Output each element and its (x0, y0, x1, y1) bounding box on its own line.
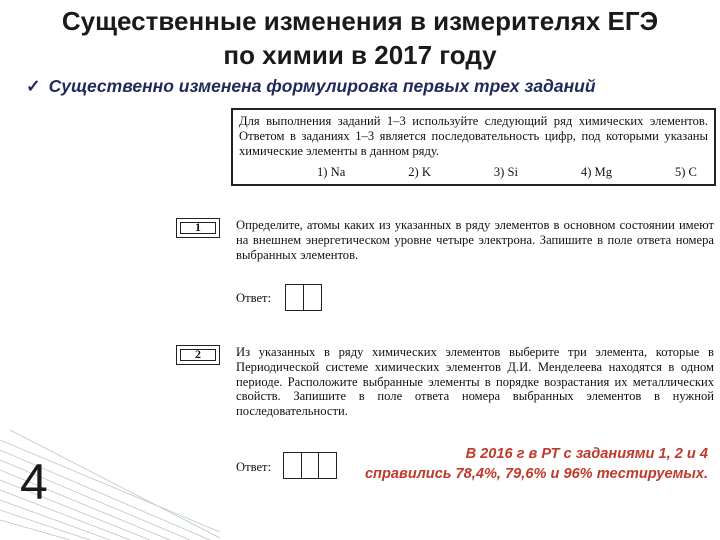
element-item: 3) Si (493, 165, 518, 179)
slide-title (0, 4, 720, 72)
page-number: 4 (20, 454, 48, 510)
intro-box (231, 108, 716, 186)
bullet-text: Существенно изменена формулировка первых трех заданий (48, 76, 596, 96)
element-item: 1) Na (317, 165, 346, 179)
task-number-2: 2 (176, 345, 220, 365)
element-item: 4) Mg (580, 165, 613, 179)
task-1-answer-label: Ответ: (236, 291, 272, 305)
task-number-1: 1 (176, 218, 220, 238)
element-item: 2) K (408, 165, 431, 179)
checkmark-icon: ✓ (26, 76, 41, 96)
intro-text: Для выполнения заданий 1–3 используйте следующий ряд химических элементов. Ответом в заданиях 1–3 является последовательность цифр, под которыми указаны химические элементы в данном ряду. (239, 114, 708, 158)
answer-cell[interactable] (285, 284, 304, 311)
bullet-point (26, 76, 706, 97)
title-line-1: Существенные изменения в измерителях ЕГЭ (61, 6, 659, 36)
element-list (317, 165, 697, 180)
task-2-answer-label: Ответ: (236, 460, 272, 474)
task-1-answer-field[interactable] (285, 284, 320, 311)
element-item: 5) C (674, 165, 697, 179)
task-1-text: Определите, атомы каких из указанных в ряду элементов в основном состоянии имеют на внешнем энергетическом уровне четыре электрона. Запишите в поле ответа номера выбранных элементов. (236, 218, 714, 262)
title-line-2: по химии в 2017 году (223, 40, 497, 70)
statistics-note (200, 444, 708, 484)
task-2-text: Из указанных в ряду химических элементов выберите три элемента, которые в Периодической системе химических элементов Д.И. Менделеева находятся в одном периоде. Расположите выбранные элементы в порядке возрастания их металлических свойств. Запишите в поле ответа номера выбранных элементов в нужной последовательности. (236, 345, 714, 419)
note-line-2: справились 78,4%, 79,6% и 96% тестируемых. (364, 466, 708, 482)
note-line-1: В 2016 г в РТ с заданиями 1, 2 и 4 (465, 446, 708, 462)
answer-cell[interactable] (303, 284, 322, 311)
